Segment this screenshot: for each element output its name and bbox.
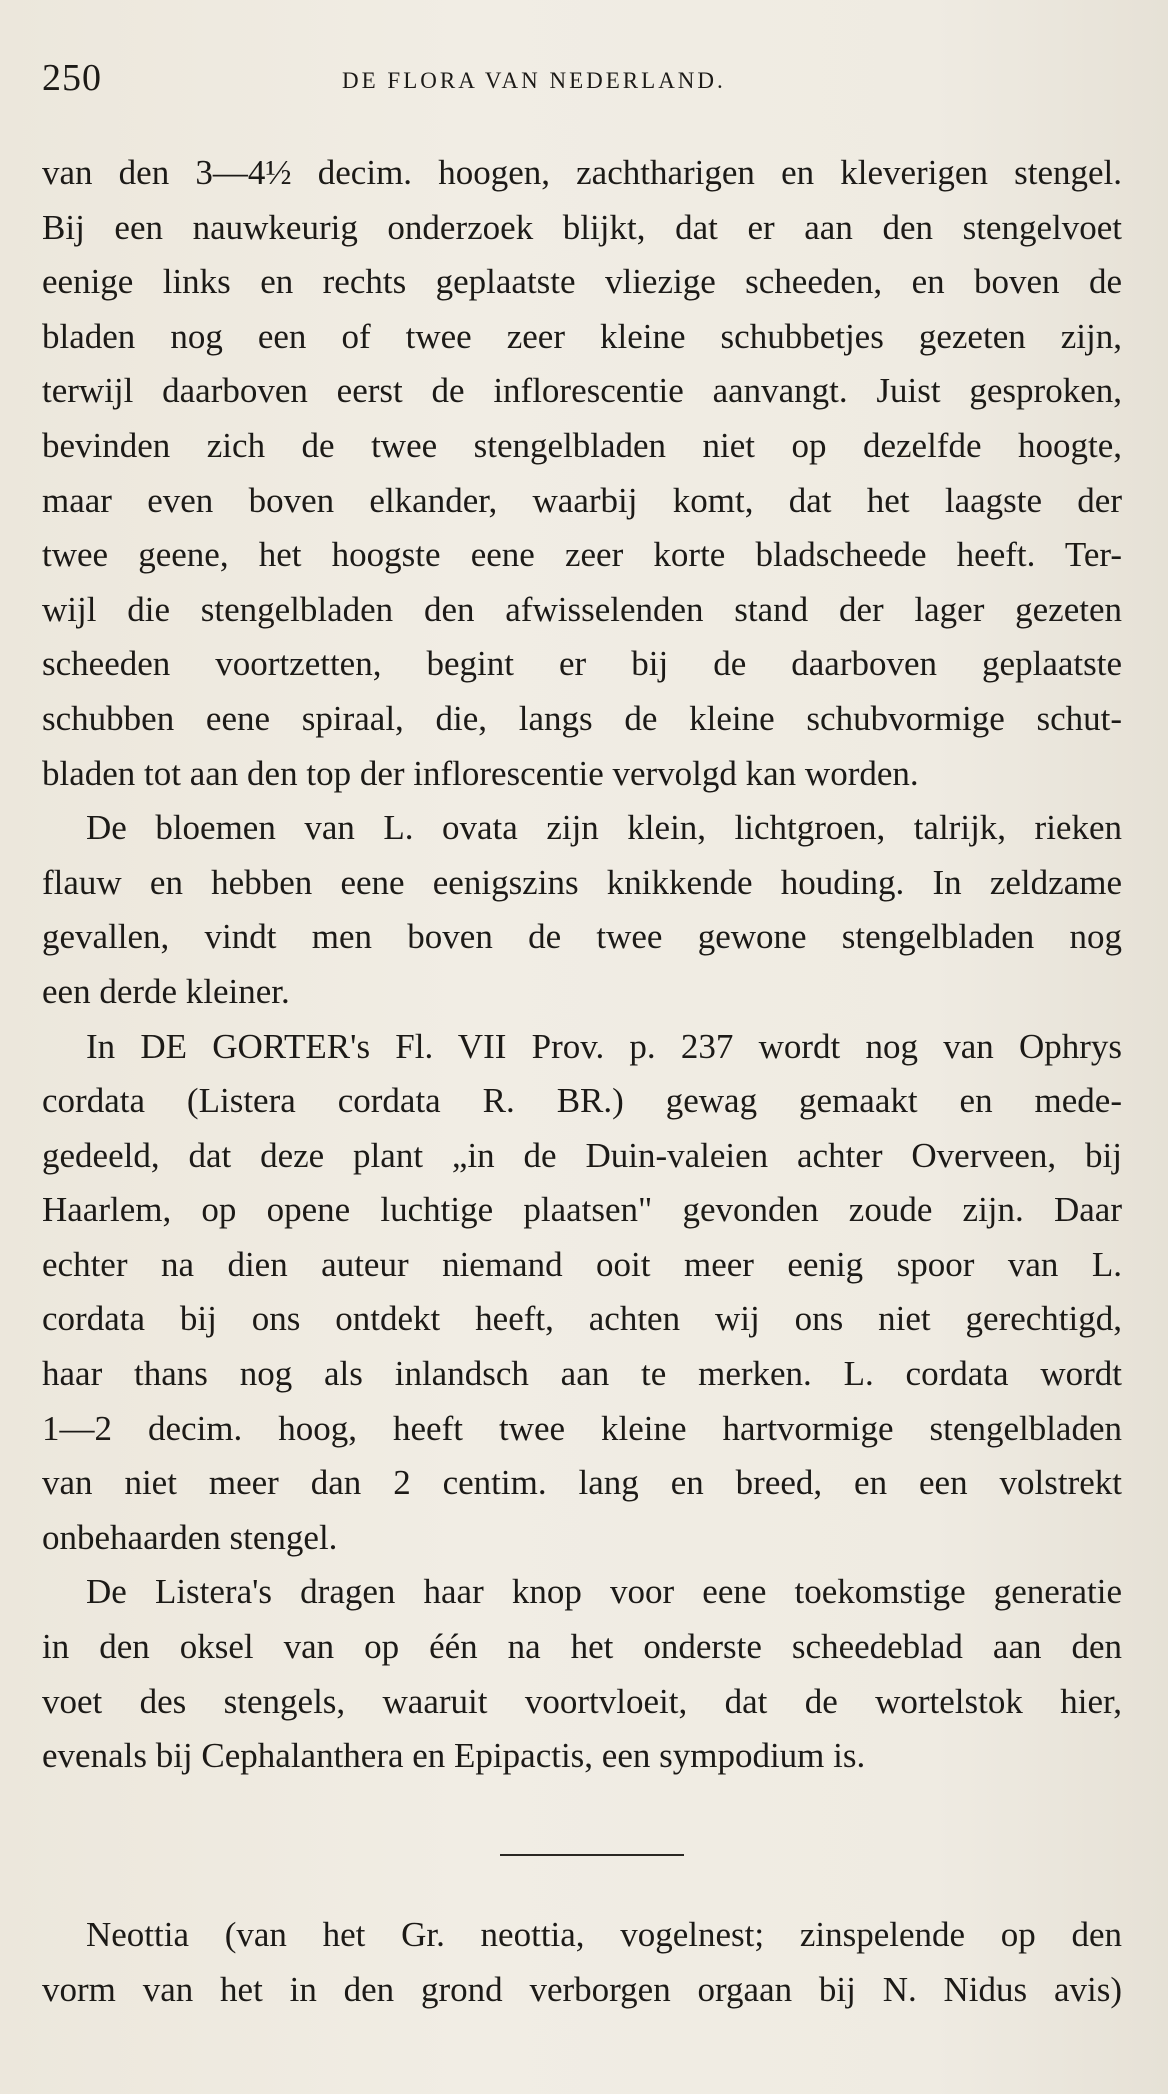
text-line: 1—2 decim. hoog, heeft twee kleine hartvormige stengelbladen — [42, 1408, 1122, 1448]
section-text — [42, 1908, 1122, 2017]
text-line: twee geene, het hoogste eene zeer korte bladscheede heeft. Ter- — [42, 535, 1122, 575]
text-line: terwijl daarboven eerst de inflorescentie aanvangt. Juist gesproken, — [42, 371, 1122, 411]
text-line: wijl die stengelbladen den afwisselenden stand der lager gezeten — [42, 589, 1122, 629]
text-line: voet des stengels, waaruit voortvloeit, dat de wortelstok hier, — [42, 1681, 1122, 1721]
text-line: gevallen, vindt men boven de twee gewone stengelbladen nog — [42, 917, 1122, 957]
running-title: DE FLORA VAN NEDERLAND. — [342, 68, 726, 93]
text-line: bladen tot aan den top der inflorescentie vervolgd kan worden. — [42, 753, 919, 793]
page-header — [42, 56, 1122, 106]
text-line: De bloemen van L. ovata zijn klein, lichtgroen, talrijk, rieken — [86, 808, 1122, 848]
text-line: bladen nog een of twee zeer kleine schubbetjes gezeten zijn, — [42, 316, 1122, 356]
section-divider — [500, 1854, 684, 1856]
text-line: flauw en hebben eene eenigszins knikkende houding. In zeldzame — [42, 862, 1122, 902]
text-line: echter na dien auteur niemand ooit meer eenig spoor van L. — [42, 1244, 1122, 1284]
text-line: maar even boven elkander, waarbij komt, dat het laagste der — [42, 480, 1122, 520]
page-number: 250 — [42, 57, 102, 99]
text-line: cordata (Listera cordata R. BR.) gewag gemaakt en mede- — [42, 1081, 1122, 1121]
text-line: van niet meer dan 2 centim. lang en breed, en een volstrekt — [42, 1463, 1122, 1503]
text-line: scheeden voortzetten, begint er bij de daarboven geplaatste — [42, 644, 1122, 684]
text-line: van den 3—4½ decim. hoogen, zachtharigen en kleverigen stengel. — [42, 153, 1122, 192]
text-line: De Listera's dragen haar knop voor eene toekomstige generatie — [86, 1572, 1122, 1612]
text-line: Neottia (van het Gr. neottia, vogelnest; zinspelende op den — [86, 1915, 1122, 1954]
text-line: eenige links en rechts geplaatste vliezige scheeden, en boven de — [42, 262, 1122, 302]
text-line: evenals bij Cephalanthera en Epipactis, een sympodium is. — [42, 1736, 866, 1776]
text-line: bevinden zich de twee stengelbladen niet op dezelfde hoogte, — [42, 425, 1122, 465]
text-line: In DE GORTER's Fl. VII Prov. p. 237 wordt nog van Ophrys — [86, 1026, 1122, 1066]
text-line: Bij een nauwkeurig onderzoek blijkt, dat er aan den stengelvoet — [42, 207, 1122, 247]
text-line: gedeeld, dat deze plant „in de Duin-valeien achter Overveen, bij — [42, 1135, 1122, 1175]
text-line: schubben eene spiraal, die, langs de kleine schubvormige schut- — [42, 698, 1122, 738]
text-line: in den oksel van op één na het onderste scheedeblad aan den — [42, 1627, 1122, 1667]
text-line: onbehaarden stengel. — [42, 1517, 338, 1557]
text-line: cordata bij ons ontdekt heeft, achten wij ons niet gerechtigd, — [42, 1299, 1122, 1339]
text-line: vorm van het in den grond verborgen orgaan bij N. Nidus avis) — [42, 1969, 1122, 2009]
text-line: Haarlem, op opene luchtige plaatsen" gevonden zoude zijn. Daar — [42, 1190, 1122, 1230]
body-text — [42, 146, 1122, 1784]
text-line: haar thans nog als inlandsch aan te merken. L. cordata wordt — [42, 1354, 1122, 1394]
text-line: een derde kleiner. — [42, 971, 290, 1011]
